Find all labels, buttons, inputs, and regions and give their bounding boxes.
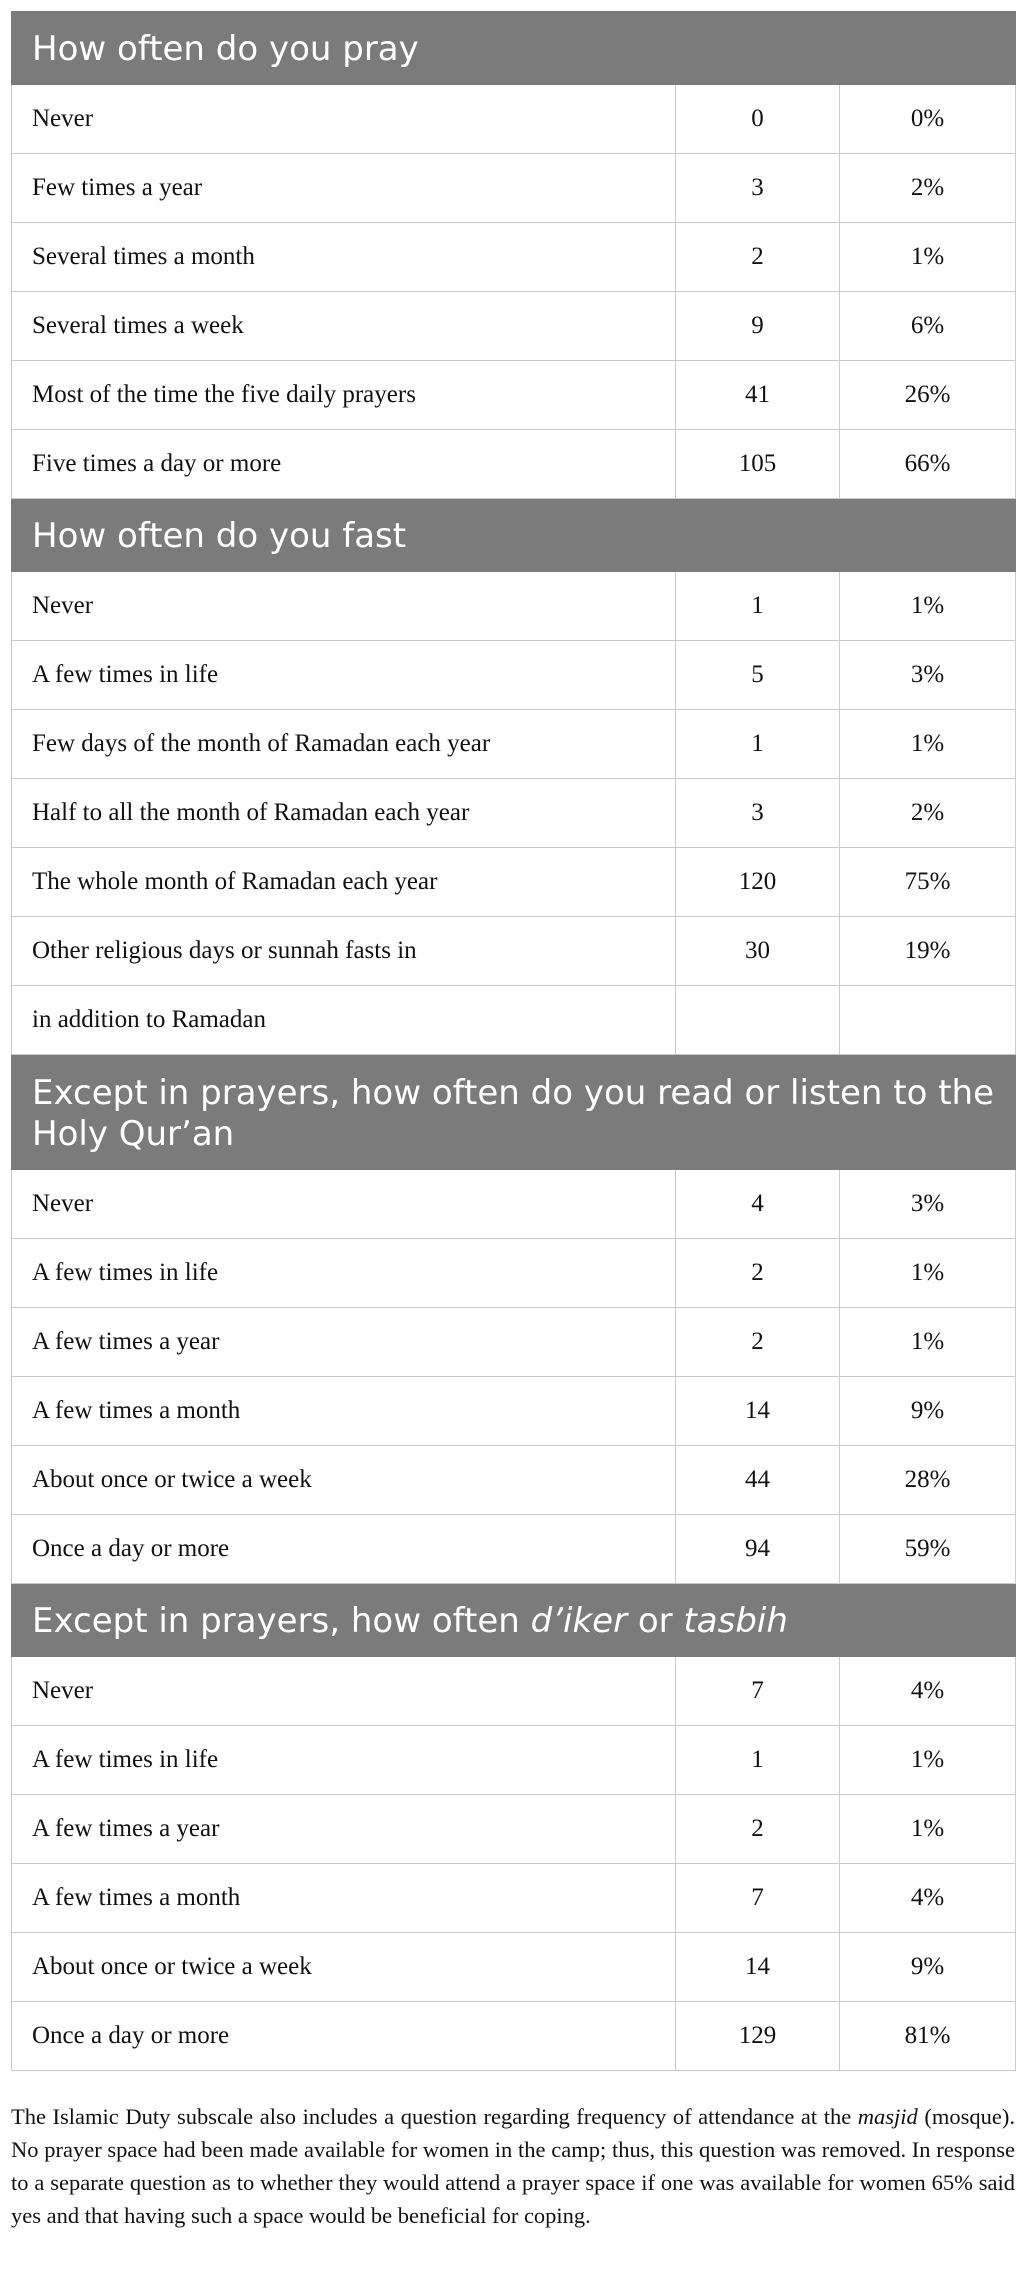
response-label: Five times a day or more <box>12 430 676 499</box>
response-count: 3 <box>676 154 840 223</box>
response-percent: 1% <box>840 1795 1016 1864</box>
response-label: A few times in life <box>12 1239 676 1308</box>
response-label: Several times a week <box>12 292 676 361</box>
section-header-pray <box>12 12 1016 85</box>
response-label: Other religious days or sunnah fasts in <box>12 917 676 986</box>
footnote-text: The Islamic Duty subscale also includes a question regarding frequency of attendance at the <box>11 2103 858 2129</box>
response-count: 3 <box>676 779 840 848</box>
table-row <box>12 641 1016 710</box>
table-row <box>12 1170 1016 1239</box>
response-percent: 81% <box>840 2002 1016 2071</box>
response-count: 2 <box>676 1239 840 1308</box>
response-label: Most of the time the five daily prayers <box>12 361 676 430</box>
response-count: 14 <box>676 1377 840 1446</box>
response-percent: 1% <box>840 223 1016 292</box>
response-label: Half to all the month of Ramadan each year <box>12 779 676 848</box>
response-percent: 3% <box>840 641 1016 710</box>
table-row <box>12 292 1016 361</box>
response-percent: 1% <box>840 572 1016 641</box>
response-count: 30 <box>676 917 840 986</box>
response-count: 94 <box>676 1515 840 1584</box>
section-header-quran <box>12 1055 1016 1170</box>
table-row <box>12 1308 1016 1377</box>
response-count: 44 <box>676 1446 840 1515</box>
table-row <box>12 1933 1016 2002</box>
response-percent: 4% <box>840 1864 1016 1933</box>
response-label: Few times a year <box>12 154 676 223</box>
response-count: 129 <box>676 2002 840 2071</box>
response-count: 1 <box>676 572 840 641</box>
table-row <box>12 572 1016 641</box>
footnote-term-masjid: masjid <box>857 2103 918 2129</box>
table-row <box>12 1446 1016 1515</box>
table-row <box>12 154 1016 223</box>
section-title: How often do you pray <box>12 12 1016 85</box>
response-percent: 1% <box>840 710 1016 779</box>
survey-table-container <box>11 11 1015 2071</box>
section-title: How often do you fast <box>12 499 1016 572</box>
response-percent: 59% <box>840 1515 1016 1584</box>
response-percent: 6% <box>840 292 1016 361</box>
response-percent: 1% <box>840 1239 1016 1308</box>
response-label: Never <box>12 1170 676 1239</box>
section-header-dhikr <box>12 1584 1016 1657</box>
title-term-tasbih: tasbih <box>683 1601 788 1641</box>
response-percent: 26% <box>840 361 1016 430</box>
response-label: in addition to Ramadan <box>12 986 676 1055</box>
response-percent: 75% <box>840 848 1016 917</box>
response-percent: 1% <box>840 1308 1016 1377</box>
section-header-fast <box>12 499 1016 572</box>
response-count: 120 <box>676 848 840 917</box>
response-percent: 19% <box>840 917 1016 986</box>
response-count: 2 <box>676 1795 840 1864</box>
table-row <box>12 848 1016 917</box>
table-row <box>12 2002 1016 2071</box>
response-label: A few times in life <box>12 641 676 710</box>
response-label: Once a day or more <box>12 2002 676 2071</box>
response-percent: 9% <box>840 1377 1016 1446</box>
table-row <box>12 710 1016 779</box>
response-count: 14 <box>676 1933 840 2002</box>
response-percent: 1% <box>840 1726 1016 1795</box>
response-percent <box>840 986 1016 1055</box>
response-count: 41 <box>676 361 840 430</box>
table-row <box>12 430 1016 499</box>
response-count: 1 <box>676 1726 840 1795</box>
table-row <box>12 1515 1016 1584</box>
table-row <box>12 917 1016 986</box>
response-count: 0 <box>676 85 840 154</box>
title-term-diker: d’iker <box>530 1601 628 1641</box>
footnote-text: (mosque). No prayer space had been made available for women in the camp; thus, this question was removed. In response to a separate question as to whether they would attend a prayer space if one was available for women 65% said yes and that having such a space would be beneficial for coping. <box>11 2103 1015 2228</box>
response-label: The whole month of Ramadan each year <box>12 848 676 917</box>
response-percent: 28% <box>840 1446 1016 1515</box>
response-label: A few times a month <box>12 1864 676 1933</box>
response-label: A few times a month <box>12 1377 676 1446</box>
response-percent: 3% <box>840 1170 1016 1239</box>
table-row <box>12 1377 1016 1446</box>
response-count: 2 <box>676 223 840 292</box>
response-label: Several times a month <box>12 223 676 292</box>
response-count: 9 <box>676 292 840 361</box>
title-text: Except in prayers, how often <box>32 1601 531 1641</box>
response-label: About once or twice a week <box>12 1933 676 2002</box>
response-label: Never <box>12 572 676 641</box>
table-row <box>12 986 1016 1055</box>
response-count: 7 <box>676 1864 840 1933</box>
table-row <box>12 85 1016 154</box>
table-row <box>12 1239 1016 1308</box>
response-percent: 9% <box>840 1933 1016 2002</box>
response-label: Few days of the month of Ramadan each year <box>12 710 676 779</box>
section-title: Except in prayers, how often do you read or listen to the Holy Qur’an <box>12 1055 1016 1170</box>
response-count <box>676 986 840 1055</box>
response-count: 5 <box>676 641 840 710</box>
response-percent: 4% <box>840 1657 1016 1726</box>
response-percent: 0% <box>840 85 1016 154</box>
response-percent: 66% <box>840 430 1016 499</box>
response-count: 2 <box>676 1308 840 1377</box>
response-label: A few times a year <box>12 1795 676 1864</box>
response-label: A few times in life <box>12 1726 676 1795</box>
table-row <box>12 1726 1016 1795</box>
table-row <box>12 361 1016 430</box>
response-label: Once a day or more <box>12 1515 676 1584</box>
survey-table <box>11 11 1016 2071</box>
response-label: Never <box>12 85 676 154</box>
table-row <box>12 1795 1016 1864</box>
title-text: or <box>627 1601 684 1641</box>
response-count: 1 <box>676 710 840 779</box>
response-count: 105 <box>676 430 840 499</box>
response-label: A few times a year <box>12 1308 676 1377</box>
table-row <box>12 223 1016 292</box>
response-label: About once or twice a week <box>12 1446 676 1515</box>
section-title <box>12 1584 1016 1657</box>
table-row <box>12 1864 1016 1933</box>
response-percent: 2% <box>840 779 1016 848</box>
table-row <box>12 1657 1016 1726</box>
table-footnote <box>11 2100 1015 2232</box>
response-percent: 2% <box>840 154 1016 223</box>
table-row <box>12 779 1016 848</box>
response-count: 7 <box>676 1657 840 1726</box>
response-label: Never <box>12 1657 676 1726</box>
response-count: 4 <box>676 1170 840 1239</box>
